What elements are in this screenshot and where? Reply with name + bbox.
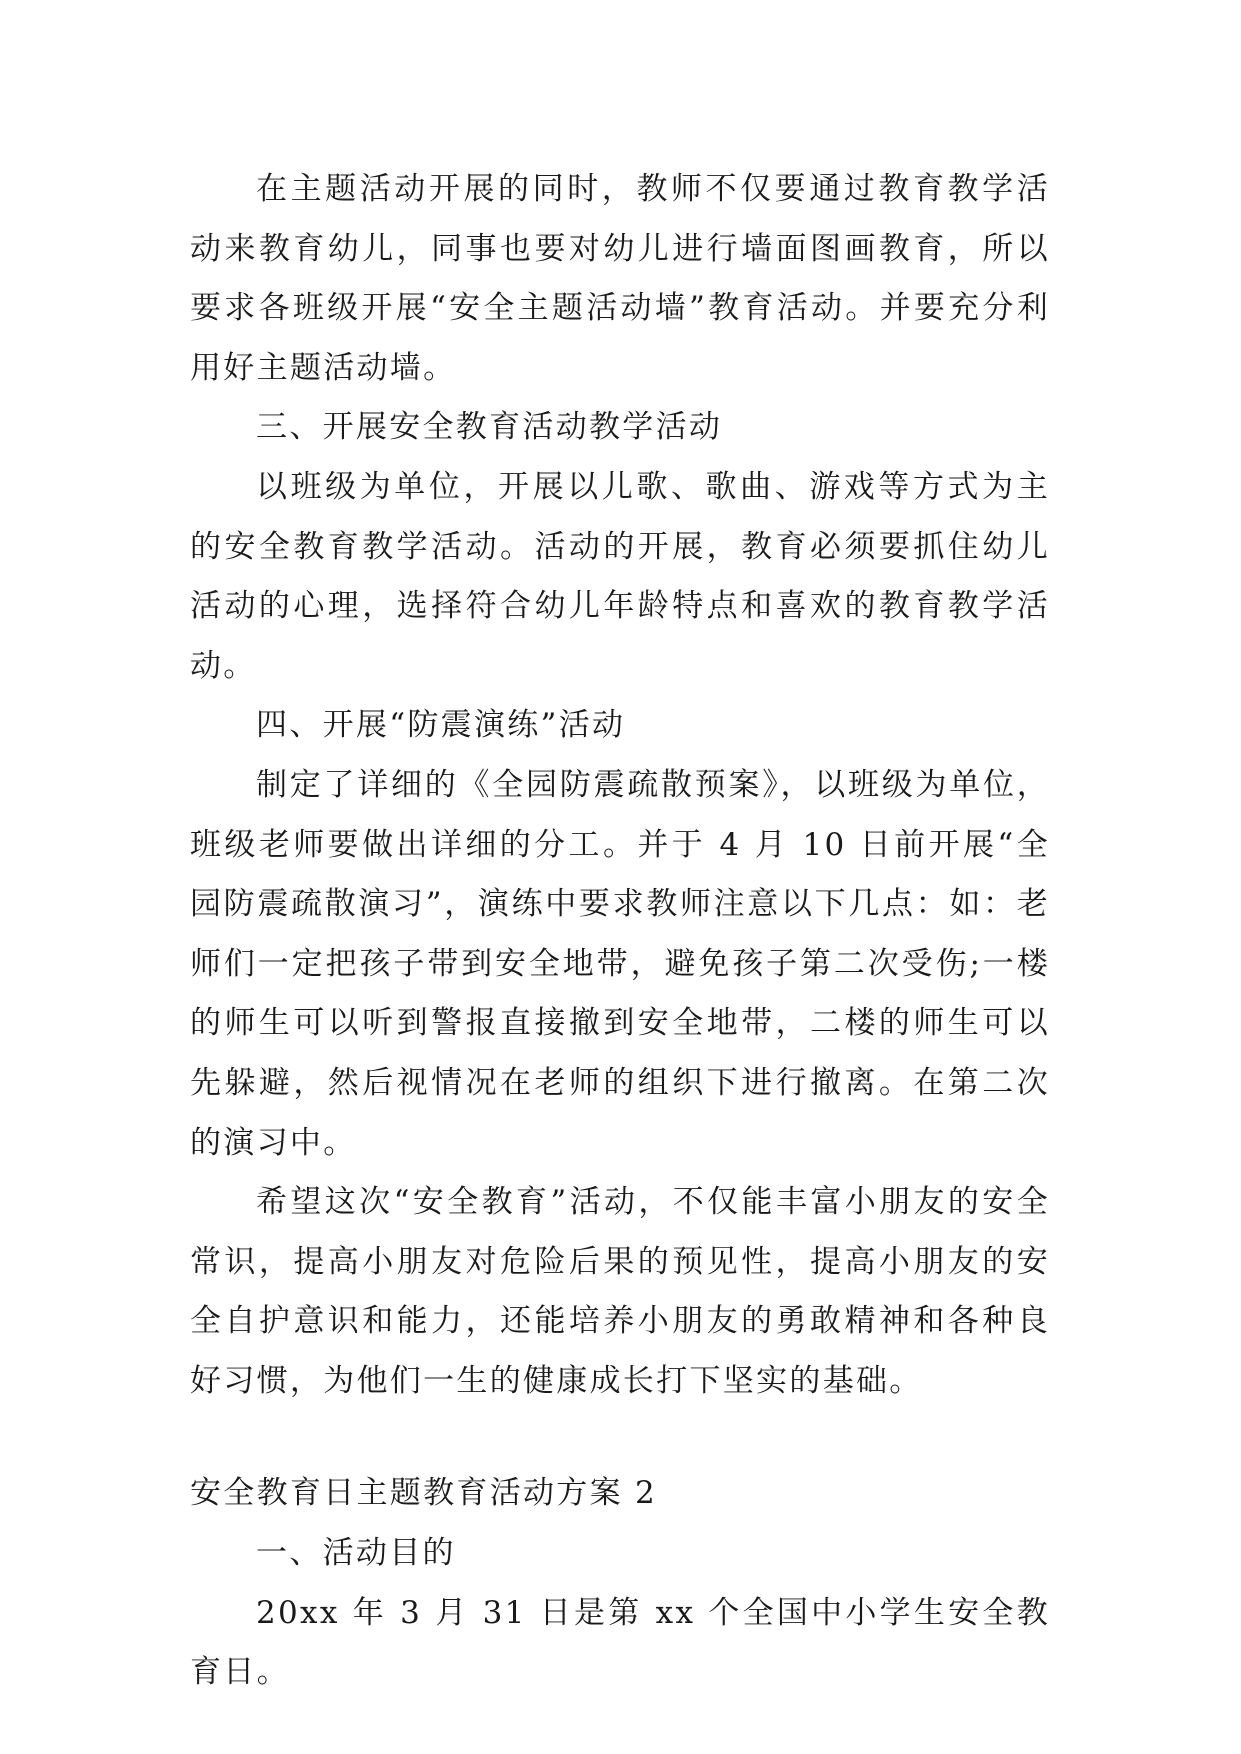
paragraph-theme-wall: 在主题活动开展的同时，教师不仅要通过教育教学活动来教育幼儿，同事也要对幼儿进行墙面图画教育，所以要求各班级开展“安全主题活动墙”教育活动。并要充分利用好主题活动墙。 (190, 171, 1050, 386)
heading-section-three: 三、开展安全教育活动教学活动 (256, 409, 723, 446)
paragraph-earthquake-drill: 制定了详细的《全园防震疏散预案》，以班级为单位，班级老师要做出详细的分工。并于 4 月 10 日前开展“全园防震疏散演习”，演练中要求教师注意以下几点：如：老师们一定把孩子带到安全地带，避免孩子第二次受伤;一楼的师生可以听到警报直接撤到安全地带，二楼的师生可以先躲避，然后视情况在老师的组织下进行撤离。在第二次的演习中。 (190, 766, 1050, 1161)
paragraph-teaching-activities: 以班级为单位，开展以儿歌、歌曲、游戏等方式为主的安全教育教学活动。活动的开展，教育必须要抓住幼儿活动的心理，选择符合幼儿年龄特点和喜欢的教育教学活动。 (190, 468, 1050, 684)
heading-section-four: 四、开展“防震演练”活动 (256, 707, 626, 744)
section-spacer (190, 1411, 1050, 1464)
paragraph-safety-day: 20xx 年 3 月 31 日是第 xx 个全国中小学生安全教育日。 (190, 1594, 1050, 1691)
paragraph-closing-hope: 希望这次“安全教育”活动，不仅能丰富小朋友的安全常识，提高小朋友对危险后果的预见性，提高小朋友的安全自护意识和能力，还能培养小朋友的勇敢精神和各种良好习惯，为他们一生的健康成长打下坚实的基础。 (190, 1184, 1050, 1399)
heading-activity-purpose: 一、活动目的 (256, 1535, 456, 1572)
document-body (190, 160, 1050, 1703)
section-title-plan-2: 安全教育日主题教育活动方案 2 (190, 1475, 658, 1512)
